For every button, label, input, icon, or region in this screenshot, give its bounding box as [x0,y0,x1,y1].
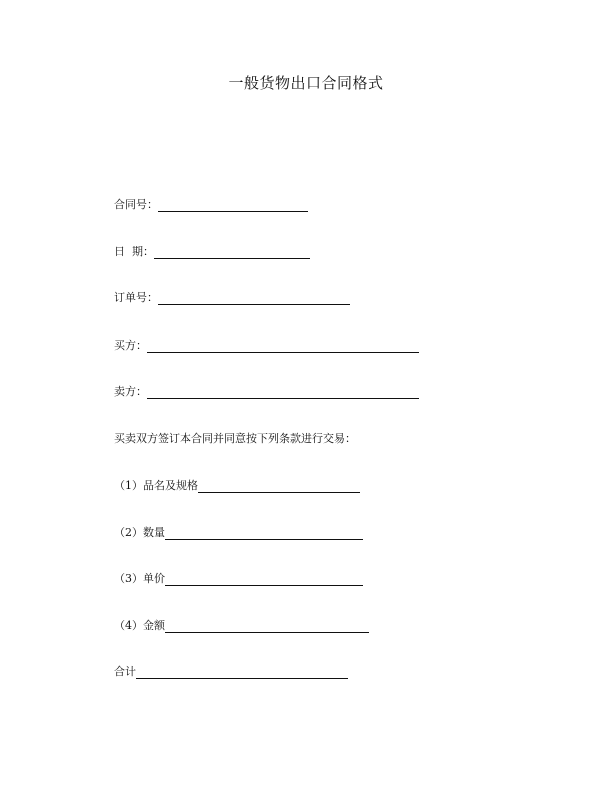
order-number-row [114,291,350,305]
item3-blank[interactable] [165,573,363,586]
order-number-blank[interactable] [158,292,350,305]
item1-label: （1）品名及规格 [114,479,198,492]
contract-number-blank[interactable] [158,199,308,212]
item4-label: （4）金额 [114,619,165,632]
item1-row [114,479,360,493]
buyer-row [114,339,419,353]
contract-number-label: 合同号： [114,198,158,211]
agreement-text: 买卖双方签订本合同并同意按下列条款进行交易： [114,432,356,445]
date-label: 日 期： [114,245,154,258]
agreement-row [114,432,356,446]
seller-row [114,385,419,399]
item3-row [114,572,363,586]
item4-blank[interactable] [165,620,369,633]
seller-blank[interactable] [147,386,419,399]
item2-row [114,526,363,540]
item2-label: （2）数量 [114,526,165,539]
total-blank[interactable] [136,666,348,679]
date-row [114,245,310,259]
buyer-blank[interactable] [147,340,419,353]
date-blank[interactable] [154,246,310,259]
item2-blank[interactable] [165,527,363,540]
item1-blank[interactable] [198,480,360,493]
item3-label: （3）单价 [114,572,165,585]
document-title: 一般货物出口合同格式 [228,74,384,92]
seller-label: 卖方： [114,385,147,398]
order-number-label: 订单号： [114,291,158,304]
total-row [114,665,348,679]
total-label: 合计 [114,665,136,678]
buyer-label: 买方： [114,339,147,352]
item4-row [114,619,369,633]
contract-number-row [114,198,308,212]
